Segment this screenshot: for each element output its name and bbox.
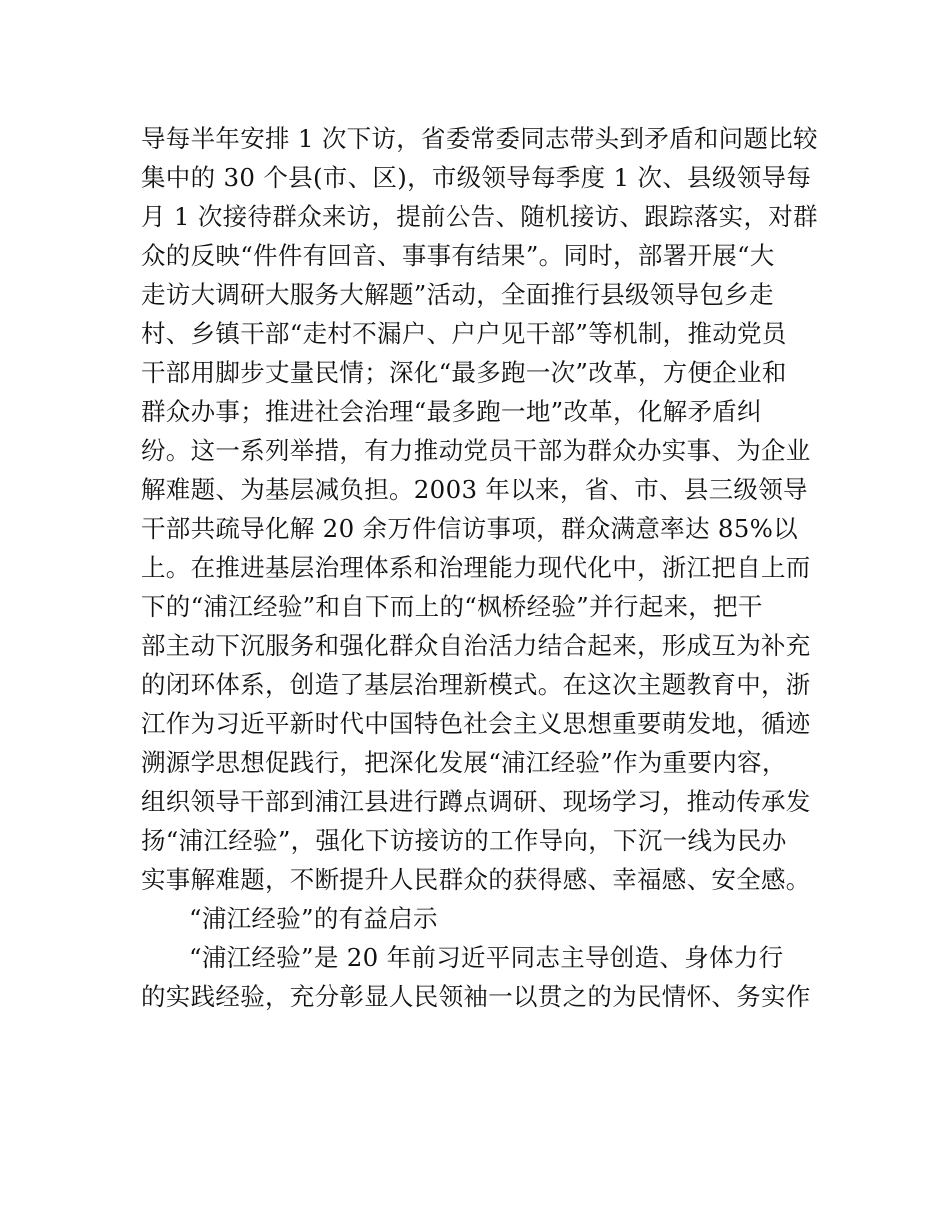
body-line-2: 集中的 30 个县(市、区)，市级领导每季度 1 次、县级领导每: [141, 163, 812, 192]
body-line-18: 组织领导干部到浦江县进行蹲点调研、现场学习，推动传承发: [141, 787, 811, 816]
body-line-16: 江作为习近平新时代中国特色社会主义思想重要萌发地，循迹: [141, 709, 811, 738]
body-line-11: 干部共疏导化解 20 余万件信访事项，群众满意率达 85%以: [141, 514, 798, 543]
body-line-8: 群众办事；推进社会治理“最多跑一地”改革，化解矛盾纠: [141, 397, 762, 426]
body-line-10: 解难题、为基层减负担。2003 年以来，省、市、县三级领导: [141, 475, 808, 504]
body-line-20: 实事解难题，不断提升人民群众的获得感、幸福感、安全感。: [141, 865, 811, 894]
body-line-7: 干部用脚步丈量民情；深化“最多跑一次”改革，方便企业和: [141, 358, 787, 387]
body-line-4: 众的反映“件件有回音、事事有结果”。同时，部署开展“大: [141, 241, 775, 270]
body-line-13: 下的“浦江经验”和自下而上的“枫桥经验”并行起来，把干: [141, 592, 763, 621]
body-line-19: 扬“浦江经验”，强化下访接访的工作导向，下沉一线为民办: [141, 826, 787, 855]
body-line-6: 村、乡镇干部“走村不漏户、户户见干部”等机制，推动党员: [141, 319, 787, 348]
body-line-12: 上。在推进基层治理体系和治理能力现代化中，浙江把自上而: [141, 553, 811, 582]
body-line-14: 部主动下沉服务和强化群众自治活力结合起来，形成互为补充: [141, 631, 811, 660]
body-line-1: 导每半年安排 1 次下访，省委常委同志带头到矛盾和问题比较: [141, 124, 818, 153]
body-line-5: 走访大调研大服务大解题”活动，全面推行县级领导包乡走: [141, 280, 774, 309]
body-line-17: 溯源学思想促践行，把深化发展“浦江经验”作为重要内容，: [141, 748, 787, 777]
body-line-15: 的闭环体系，创造了基层治理新模式。在这次主题教育中，浙: [141, 670, 811, 699]
document-body: [141, 119, 821, 1016]
paragraph-line-1: “浦江经验”是 20 年前习近平同志主导创造、身体力行: [189, 943, 784, 972]
body-line-3: 月 1 次接待群众来访，提前公告、随机接访、跟踪落实，对群: [141, 202, 818, 231]
paragraph-line-2: 的实践经验，充分彰显人民领袖一以贯之的为民情怀、务实作: [141, 982, 811, 1011]
section-heading: “浦江经验”的有益启示: [189, 904, 438, 933]
body-line-9: 纷。这一系列举措，有力推动党员干部为群众办实事、为企业: [141, 436, 811, 465]
